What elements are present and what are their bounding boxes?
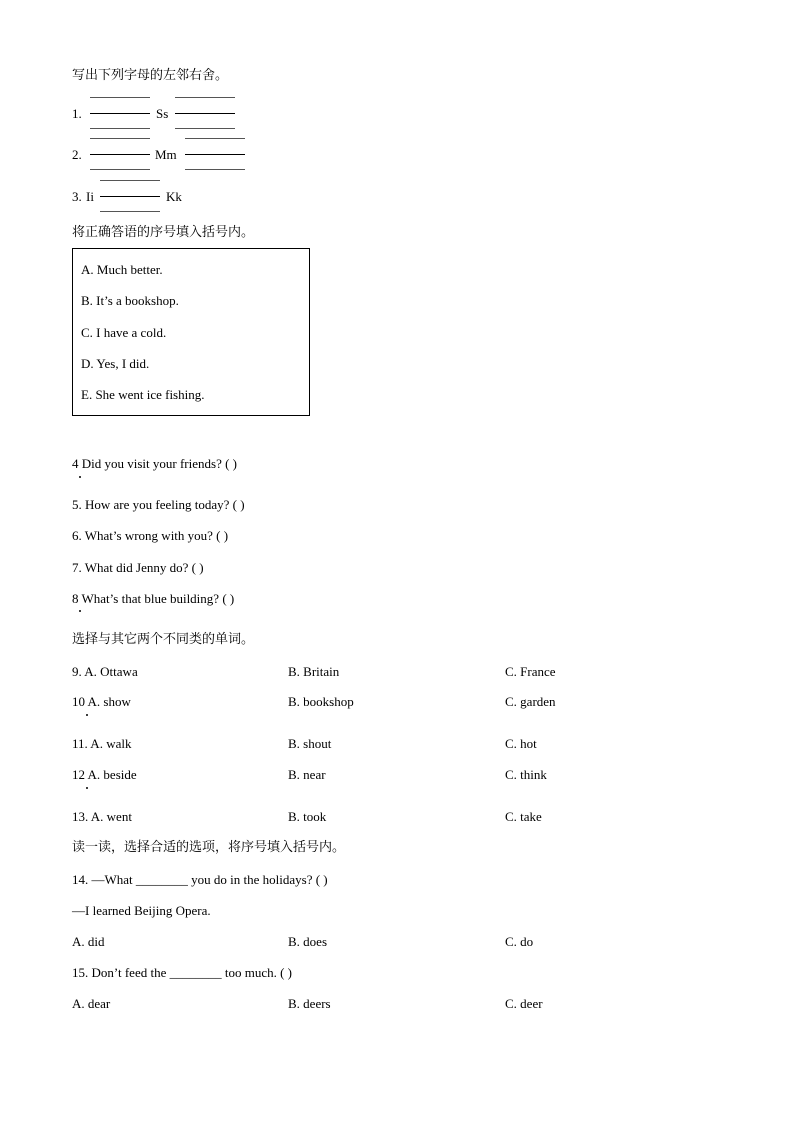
- q13-option-a: 13. A. went: [72, 809, 132, 824]
- section-2-heading: 将正确答语的序号填入括号内。: [72, 225, 255, 240]
- q10-option-c: C. garden: [505, 694, 556, 709]
- number-dot: [79, 476, 81, 478]
- section-4-heading: 读一读，选择合适的选项，将序号填入括号内。: [72, 840, 346, 855]
- option-a: A. Much better.: [81, 262, 163, 277]
- q13-option-b: B. took: [288, 809, 327, 824]
- q15-option-c: C. deer: [505, 996, 543, 1011]
- question-8: 8 What’s that blue building? ( ): [72, 591, 235, 606]
- q15-option-b: B. deers: [288, 996, 331, 1011]
- q12-option-c: C. think: [505, 767, 547, 782]
- q9-option-b: B. Britain: [288, 664, 340, 679]
- option-c: C. I have a cold.: [81, 325, 167, 340]
- q13-option-c: C. take: [505, 809, 542, 824]
- q3-letter-right: Kk: [166, 189, 182, 204]
- q11-option-b: B. shout: [288, 736, 332, 751]
- q11-option-a: 11. A. walk: [72, 736, 132, 751]
- q14-reply: —I learned Beijing Opera.: [72, 903, 211, 918]
- question-6: 6. What’s wrong with you? ( ): [72, 528, 229, 543]
- q1-number: 1.: [72, 106, 82, 121]
- q10-option-a: 10 A. show: [72, 694, 131, 709]
- q2-number: 2.: [72, 147, 82, 162]
- section-1-heading: 写出下列字母的左邻右舍。: [72, 68, 229, 83]
- q2-letter: Mm: [155, 147, 177, 162]
- number-dot: [79, 610, 81, 612]
- question-5: 5. How are you feeling today? ( ): [72, 497, 245, 512]
- option-d: D. Yes, I did.: [81, 356, 150, 371]
- number-dot: [86, 714, 88, 716]
- option-b: B. It’s a bookshop.: [81, 293, 179, 308]
- q15-stem: 15. Don’t feed the ________ too much. ( ): [72, 965, 292, 980]
- q15-option-a: A. dear: [72, 996, 111, 1011]
- option-e: E. She went ice fishing.: [81, 387, 205, 402]
- q14-option-a: A. did: [72, 934, 105, 949]
- q3-number: 3.: [72, 189, 82, 204]
- q10-option-b: B. bookshop: [288, 694, 354, 709]
- q14-option-b: B. does: [288, 934, 327, 949]
- q12-option-a: 12 A. beside: [72, 767, 137, 782]
- q14-stem: 14. —What ________ you do in the holidays? ( ): [72, 872, 328, 887]
- q11-option-c: C. hot: [505, 736, 537, 751]
- number-dot: [86, 787, 88, 789]
- q1-letter: Ss: [156, 106, 169, 121]
- section-3-heading: 选择与其它两个不同类的单词。: [72, 632, 255, 647]
- q9-option-c: C. France: [505, 664, 556, 679]
- question-4: 4 Did you visit your friends? ( ): [72, 456, 238, 471]
- question-7: 7. What did Jenny do? ( ): [72, 560, 204, 575]
- q14-option-c: C. do: [505, 934, 534, 949]
- q3-letter-left: Ii: [86, 189, 94, 204]
- q12-option-b: B. near: [288, 767, 326, 782]
- q9-option-a: 9. A. Ottawa: [72, 664, 138, 679]
